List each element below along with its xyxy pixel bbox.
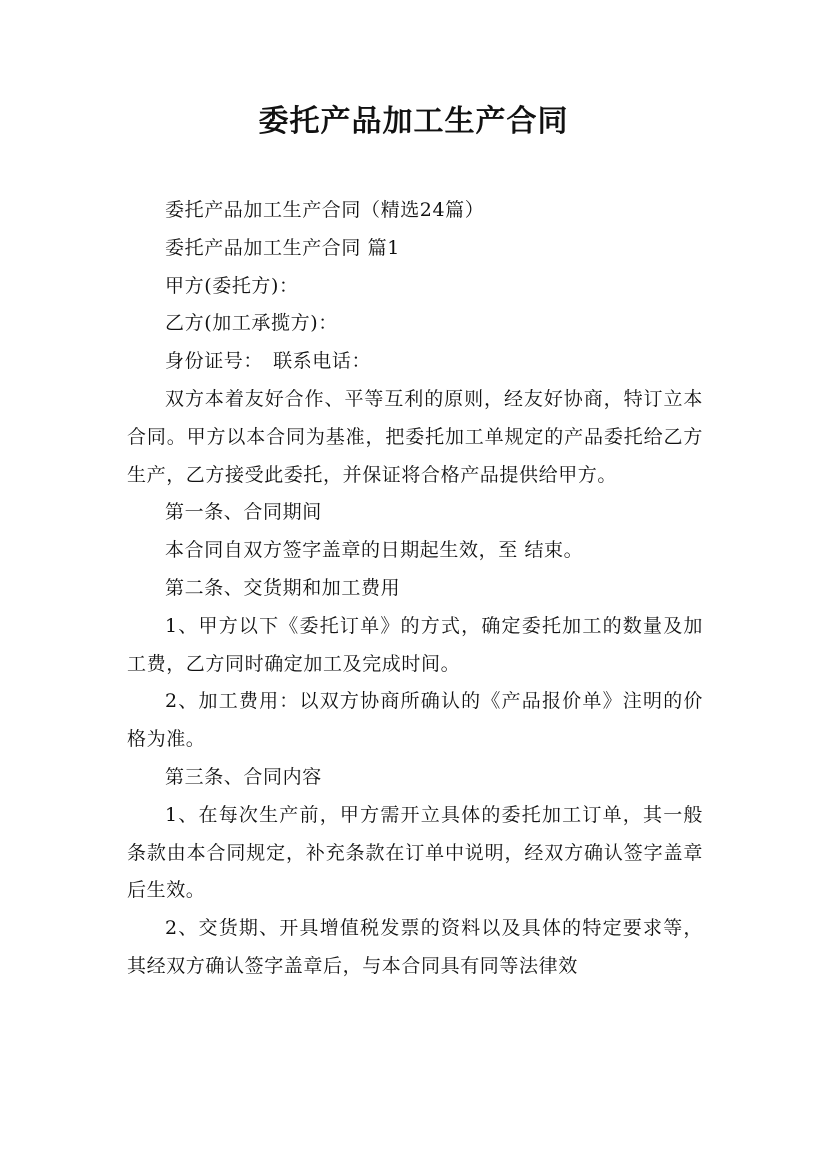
party-b-line: 乙方(加工承揽方)：	[165, 312, 338, 335]
body-paragraph: 1、在每次生产前，甲方需开立具体的委托加工订单，其一般条款由本合同规定，补充条款在订单中说明，经双方确认签字盖章后生效。	[127, 803, 703, 902]
article-heading: 第一条、合同期间	[165, 501, 322, 524]
body-paragraph: 本合同自双方签字盖章的日期起生效，至 结束。	[165, 539, 584, 562]
body-paragraph: 2、交货期、开具增值税发票的资料以及具体的特定要求等，其经双方确认签字盖章后，与本合同具有同等法律效	[127, 917, 703, 977]
id-phone-line: 身份证号： 联系电话：	[165, 350, 372, 373]
subtitle-paragraph: 委托产品加工生产合同（精选24篇）	[165, 199, 485, 221]
party-a-line: 甲方(委托方)：	[165, 274, 299, 297]
document-title: 委托产品加工生产合同	[258, 104, 569, 139]
article-heading: 第三条、合同内容	[165, 765, 322, 788]
section-heading: 委托产品加工生产合同 篇1	[165, 236, 400, 259]
article-heading: 第二条、交货期和加工费用	[165, 576, 401, 599]
document-body	[127, 192, 703, 986]
preamble-paragraph: 双方本着友好合作、平等互利的原则，经友好协商，特订立本合同。甲方以本合同为基准，把委托加工单规定的产品委托给乙方生产，乙方接受此委托，并保证将合格产品提供给甲方。	[127, 387, 703, 486]
body-paragraph: 1、甲方以下《委托订单》的方式，确定委托加工的数量及加工费，乙方同时确定加工及完成时间。	[127, 614, 703, 675]
body-paragraph: 2、加工费用：以双方协商所确认的《产品报价单》注明的价格为准。	[127, 690, 703, 751]
